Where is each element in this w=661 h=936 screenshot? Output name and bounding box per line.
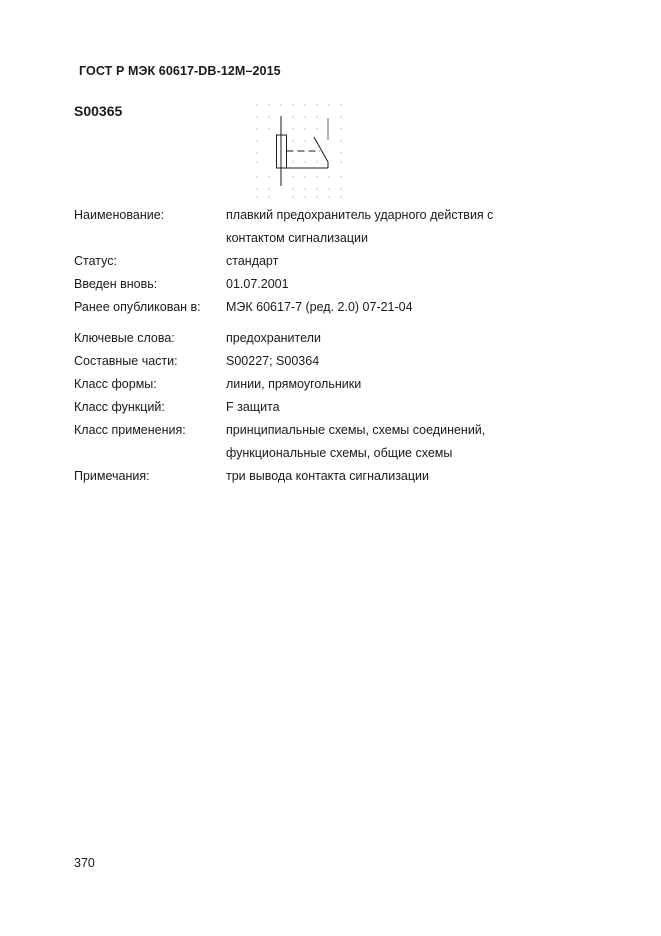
document-header: ГОСТ Р МЭК 60617-DB-12M–2015 — [79, 64, 281, 78]
property-label: Класс функций: — [74, 400, 165, 414]
property-row-function-class — [74, 396, 493, 419]
property-value: предохранители — [226, 331, 321, 345]
property-label: Класс формы: — [74, 377, 157, 391]
property-value: S00227; S00364 — [226, 354, 320, 368]
property-value: функциональные схемы, общие схемы — [226, 446, 453, 460]
property-label: Статус: — [74, 254, 117, 268]
property-value: F защита — [226, 400, 280, 414]
symbol-code: S00365 — [74, 103, 123, 119]
property-label: Введен вновь: — [74, 277, 158, 291]
property-value: линии, прямоугольники — [226, 377, 362, 391]
property-value: три вывода контакта сигнализации — [226, 469, 430, 483]
property-row-previously-published — [74, 296, 493, 319]
property-label: Класс применения: — [74, 423, 186, 437]
property-label: Ранее опубликован в: — [74, 300, 201, 314]
property-label: Наименование: — [74, 208, 165, 222]
section-gap — [74, 319, 493, 327]
symbol-properties — [74, 204, 493, 488]
property-row-components — [74, 350, 493, 373]
property-value: МЭК 60617-7 (ред. 2.0) 07-21-04 — [226, 300, 413, 314]
property-row-keywords — [74, 327, 493, 350]
property-row-introduced — [74, 273, 493, 296]
property-row-notes — [74, 465, 493, 488]
property-row-name — [74, 204, 493, 250]
property-row-application-class — [74, 419, 493, 465]
property-value: принципиальные схемы, схемы соединений, — [226, 423, 486, 437]
page-number: 370 — [74, 856, 95, 870]
property-value: плавкий предохранитель ударного действия с — [226, 208, 494, 222]
property-label: Примечания: — [74, 469, 150, 483]
property-value: 01.07.2001 — [226, 277, 289, 291]
property-value: стандарт — [226, 254, 279, 268]
fuse-striker-signal-contact-icon — [250, 100, 350, 200]
property-row-shape-class — [74, 373, 493, 396]
property-row-status — [74, 250, 493, 273]
property-value: контактом сигнализации — [226, 231, 368, 245]
property-label: Составные части: — [74, 354, 178, 368]
property-label: Ключевые слова: — [74, 331, 175, 345]
